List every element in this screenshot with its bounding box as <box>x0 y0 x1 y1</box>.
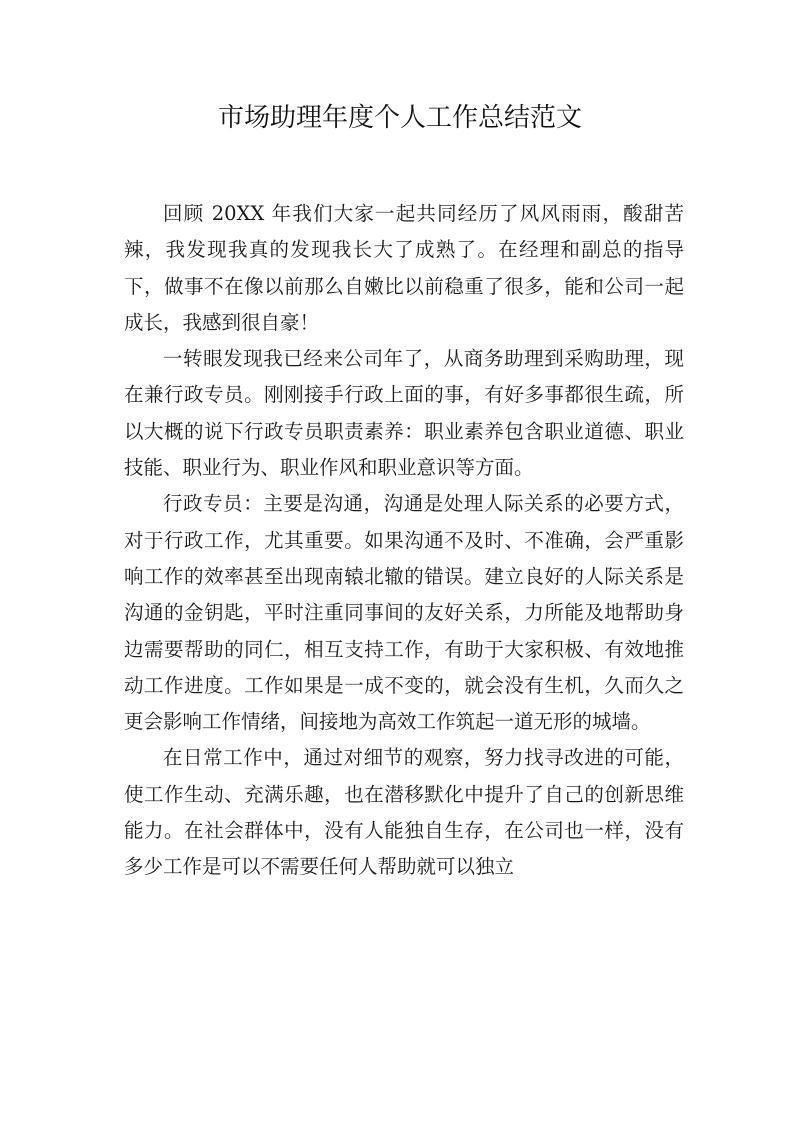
paragraph: 行政专员：主要是沟通，沟通是处理人际关系的必要方式，对于行政工作，尤其重要。如果沟通不及时、不准确，会严重影响工作的效率甚至出现南辕北辙的错误。建立良好的人际关系是沟通的金钥匙，平时注重同事间的友好关系，力所能及地帮助身边需要帮助的同仁，相互支持工作，有助于大家积极、有效地推动工作进度。工作如果是一成不变的，就会没有生机，久而久之更会影响工作情绪，间接地为高效工作筑起一道无形的城墙。 <box>124 492 684 734</box>
document-title: 市场助理年度个人工作总结范文 <box>217 103 582 133</box>
paragraph: 在日常工作中，通过对细节的观察，努力找寻改进的可能，使工作生动、充满乐趣，也在潜移默化中提升了自己的创新思维能力。在社会群体中，没有人能独自生存，在公司也一样，没有多少工作是可以不需要任何人帮助就可以独立 <box>124 746 684 879</box>
paragraph: 一转眼发现我已经来公司年了，从商务助理到采购助理，现在兼行政专员。刚刚接手行政上面的事，有好多事都很生疏，所以大概的说下行政专员职责素养：职业素养包含职业道德、职业技能、职业行为、职业作风和职业意识等方面。 <box>124 347 684 480</box>
document-body <box>124 196 684 886</box>
paragraph: 回顾 20XX 年我们大家一起共同经历了风风雨雨，酸甜苦辣，我发现我真的发现我长大了成熟了。在经理和副总的指导下，做事不在像以前那么自嫩比以前稳重了很多，能和公司一起成长，我感到很自豪！ <box>124 202 684 334</box>
